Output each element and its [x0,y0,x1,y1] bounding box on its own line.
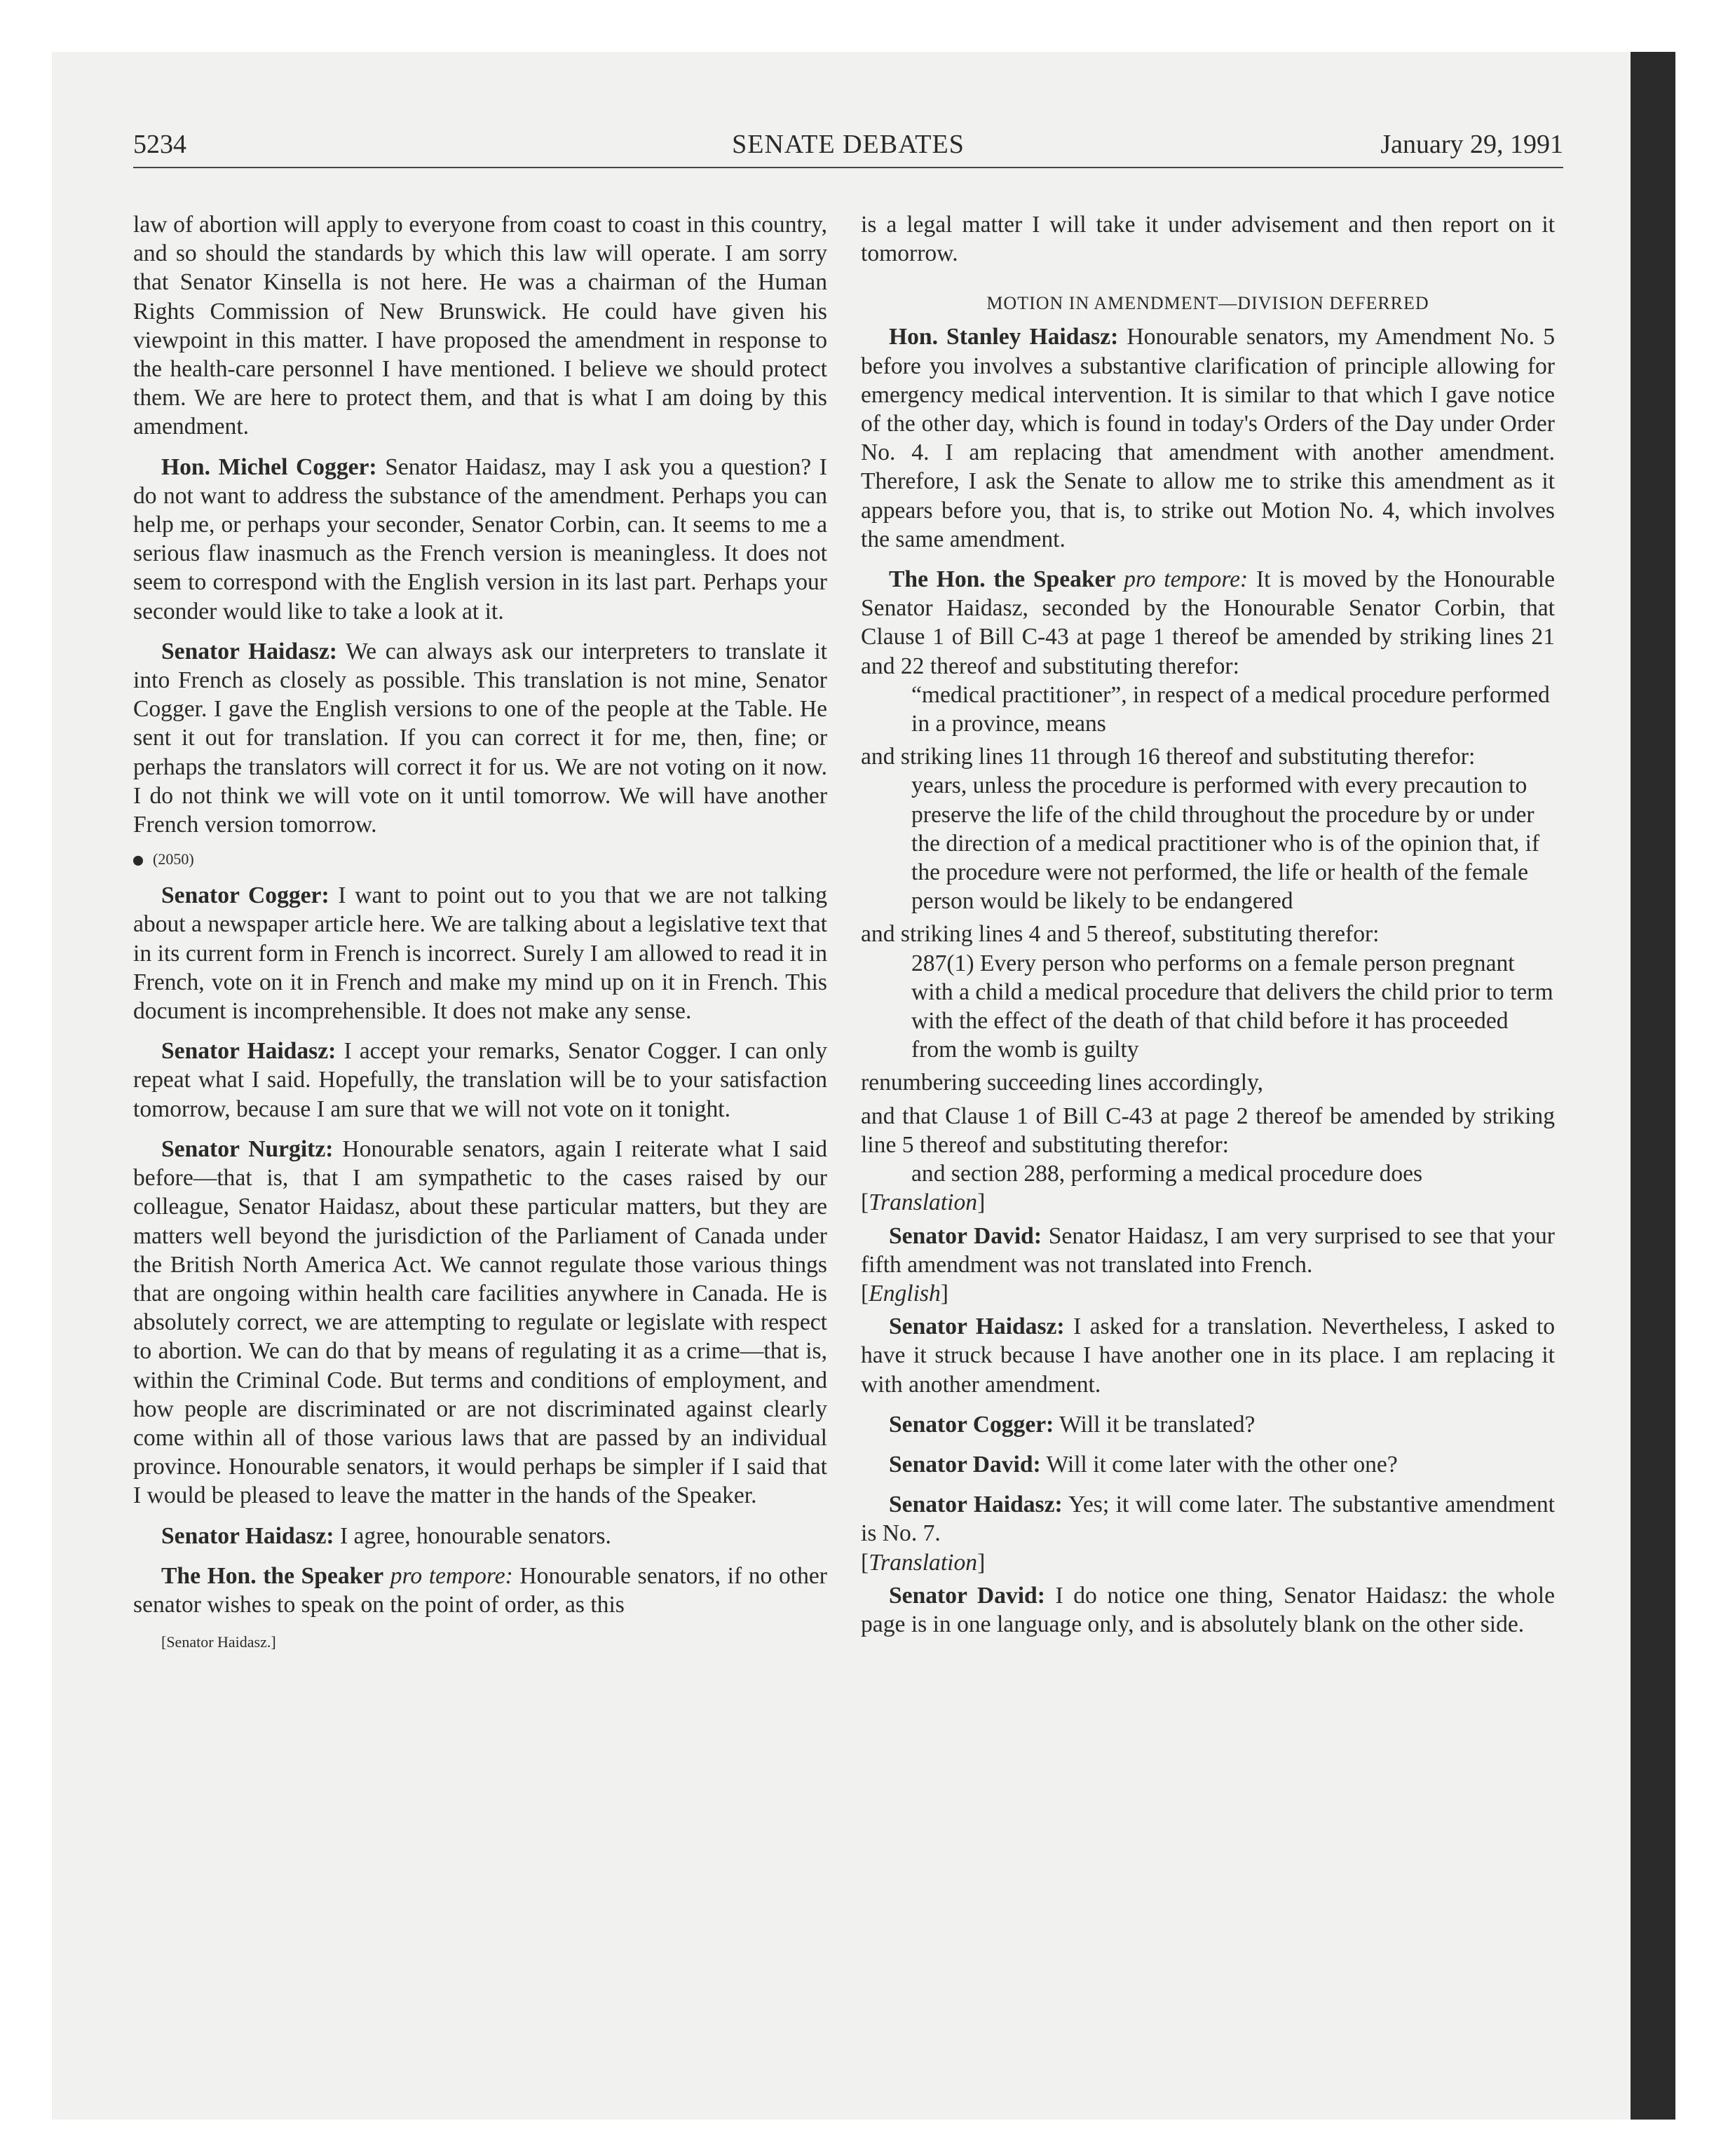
speech-paragraph [861,1490,1555,1548]
journal-title: SENATE DEBATES [732,130,965,159]
speaker-name: Senator Haidasz: [161,1038,336,1065]
motion-text: and striking lines 11 through 16 thereof and substituting therefor: [861,744,1476,770]
speech-text: Yes; it will come later. The substantive amendment is No. 7. [861,1492,1556,1547]
speech-paragraph [133,1135,827,1510]
speech-text: Will it be translated? [1059,1411,1256,1438]
left-column [133,210,827,1653]
speaker-name: Senator Haidasz: [161,1522,334,1549]
speaker-name: Senator Haidasz: [889,1492,1063,1518]
speech-text: Honourable senators, again I reiterate what I said before—that is, that I am sympathetic to the cases raised by our colleague, Senator Haidasz, about these particular matters, but they are matters well beyond the jurisdiction of the Parliament of Canada under the British North America Act. We cannot regulate those various things that are ongoing within health care facilities anywhere in Canada. He is absolutely correct, we are attempting to regulate or legislate with respect to abortion. We can do that by means of regulating it as a crime—that is, within the Criminal Code. But terms and conditions of employment, and how people are discriminated or are not discriminated against clearly come within all of those various laws that are passed by an individual province. Honourable senators, it would perhaps be simpler if I said that I would be pleased to leave the matter in the hands of the Speaker. [133,1135,827,1509]
quoted-amendment: and section 288, performing a medical procedure does [911,1161,1423,1187]
speech-text: Senator Haidasz, I am very surprised to see that your fifth amendment was not translated into French. [861,1222,1555,1278]
speech-paragraph [133,881,827,1025]
speech-paragraph [861,1222,1555,1279]
speech-paragraph [133,637,827,839]
speaker-name: Senator Nurgitz: [161,1135,334,1162]
language-marker-text: Translation [869,1189,978,1216]
speaker-name: Hon. Stanley Haidasz: [889,324,1119,350]
motion-text: and striking lines 4 and 5 thereof, substituting therefor: [861,921,1380,948]
bullet-dot-icon [133,856,143,866]
speaker-name: Senator Haidasz: [161,638,337,664]
running-header [133,128,1563,168]
speech-text: I asked for a translation. Nevertheless, I asked to have it struck because I have another one in its place. I am replacing it with another amendment. [861,1314,1555,1398]
quoted-amendment: “medical practitioner”, in respect of a medical procedure performed in a province, means [911,681,1550,737]
speech-text: Will it come later with the other one? [1046,1451,1398,1478]
speech-text: We can always ask our interpreters to translate it into French as closely as possible. This translation is not mine, Senator Cogger. I gave the English versions to one of the people at the Table. He sent it out for translation. If you can correct it for me, then, fine; or perhaps the translators will correct it for us. We are not voting on it now. I do not think we will vote on it until tomorrow. We will have another French version tomorrow. [133,638,827,838]
speech-text: Honourable senators, if no other senator wishes to speak on the point of order, as this [133,1562,827,1618]
speech-paragraph [861,1312,1555,1399]
speaker-name: Senator Haidasz: [889,1314,1065,1340]
speech-text: I agree, honourable senators. [339,1522,611,1549]
time-marker [133,849,827,870]
speaker-name: Senator Cogger: [889,1411,1054,1438]
speech-text: I do notice one thing, Senator Haidasz: the whole page is in one language only, and is absolutely blank on the other side. [861,1582,1555,1637]
speech-paragraph [133,1522,827,1550]
speaker-title-italic: pro tempore: [390,1562,513,1589]
speaker-name: Senator David: [889,1582,1045,1609]
speech-text: Senator Haidasz, may I ask you a question? I do not want to address the substance of the amendment. Perhaps you can help me, or perhaps your seconder, Senator Corbin, can. It seems to me a serious flaw inasmuch as the French version is meaningless. It does not seem to correspond with the English version in its last part. Perhaps your seconder would like to take a look at it. [133,453,827,625]
paragraph: is a legal matter I will take it under advisement and then report on it tomorrow. [861,212,1555,267]
section-heading: MOTION IN AMENDMENT—DIVISION DEFERRED [986,293,1429,314]
footer-note: [Senator Haidasz.] [161,1633,276,1651]
speech-paragraph [133,453,827,626]
scan-edge-strip [1631,52,1675,2120]
time-marker-text: (2050) [153,850,194,868]
speech-paragraph [861,1450,1555,1479]
paragraph: law of abortion will apply to everyone from coast to coast in this country, and so should the standards by which this law will operate. I am sorry that Senator Kinsella is not here. He was a chairman of the Human Rights Commission of New Brunswick. He could have given his viewpoint in this matter. I have proposed the amendment in response to the health-care personnel I have mentioned. I believe we should protect them. We are here to protect them, and that is what I am doing by this amendment. [133,212,827,440]
speech-paragraph [133,1562,827,1619]
speaker-name: The Hon. the Speaker [161,1562,384,1589]
speech-text: I accept your remarks, Senator Cogger. I can only repeat what I said. Hopefully, the translation will be to your satisfaction tomorrow, because I am sure that we will not vote on it tonight. [133,1038,827,1122]
speaker-name: Hon. Michel Cogger: [161,453,377,480]
language-marker: [English] [861,1280,948,1306]
language-marker: [Translation] [861,1189,986,1216]
speaker-name: Senator David: [889,1222,1042,1249]
speech-text: It is moved by the Honourable Senator Haidasz, seconded by the Honourable Senator Corbin, that Clause 1 of Bill C-43 at page 1 thereof be amended by striking lines 21 and 22 thereof and substituting therefor: [861,566,1555,679]
language-marker-text: Translation [869,1549,978,1576]
page-number: 5234 [133,130,186,159]
speech-paragraph [861,322,1555,554]
motion-text: and that Clause 1 of Bill C-43 at page 2 thereof be amended by striking line 5 thereof and substituting therefor: [861,1103,1555,1158]
speaker-title-italic: pro tempore: [1124,566,1248,593]
speaker-name: Senator Cogger: [161,882,329,909]
speech-text: Honourable senators, my Amendment No. 5 before you involves a substantive clarification of principle allowing for emergency medical intervention. It is similar to that which I gave notice of the other day, which is found in today's Orders of the Day under Order No. 4. I am replacing that amendment with another amendment. Therefore, I ask the Senate to allow me to strike this amendment as it appears before you, that is, to strike out Motion No. 4, which involves the same amendment. [861,324,1555,552]
language-marker-text: English [869,1280,941,1306]
speaker-name: Senator David: [889,1451,1041,1478]
language-marker: [Translation] [861,1549,986,1576]
speaker-name: The Hon. the Speaker [889,566,1116,593]
quoted-amendment: 287(1) Every person who performs on a female person pregnant with a child a medical procedure that delivers the child prior to term with the effect of the death of that child before it has proceeded from the womb is guilty [911,950,1553,1063]
header-date: January 29, 1991 [1380,130,1563,159]
speech-paragraph [861,565,1555,681]
speech-paragraph [133,1037,827,1124]
quoted-amendment: years, unless the procedure is performed with every precaution to preserve the life of the child throughout the procedure by or under the direction of a medical practitioner who is of the opinion that, if the procedure were not performed, the life or health of the female person would be likely to be endangered [911,772,1540,915]
motion-text: renumbering succeeding lines accordingly, [861,1070,1264,1096]
speech-paragraph [861,1410,1555,1439]
speech-paragraph [861,1581,1555,1639]
right-column [861,210,1555,1639]
speech-text: I want to point out to you that we are not talking about a newspaper article here. We are talking about a legislative text that in its current form in French is incorrect. Surely I am allowed to read it in French, vote on it in French and make my mind up on it in French. This document is incomprehensible. It does not make any sense. [133,882,827,1025]
